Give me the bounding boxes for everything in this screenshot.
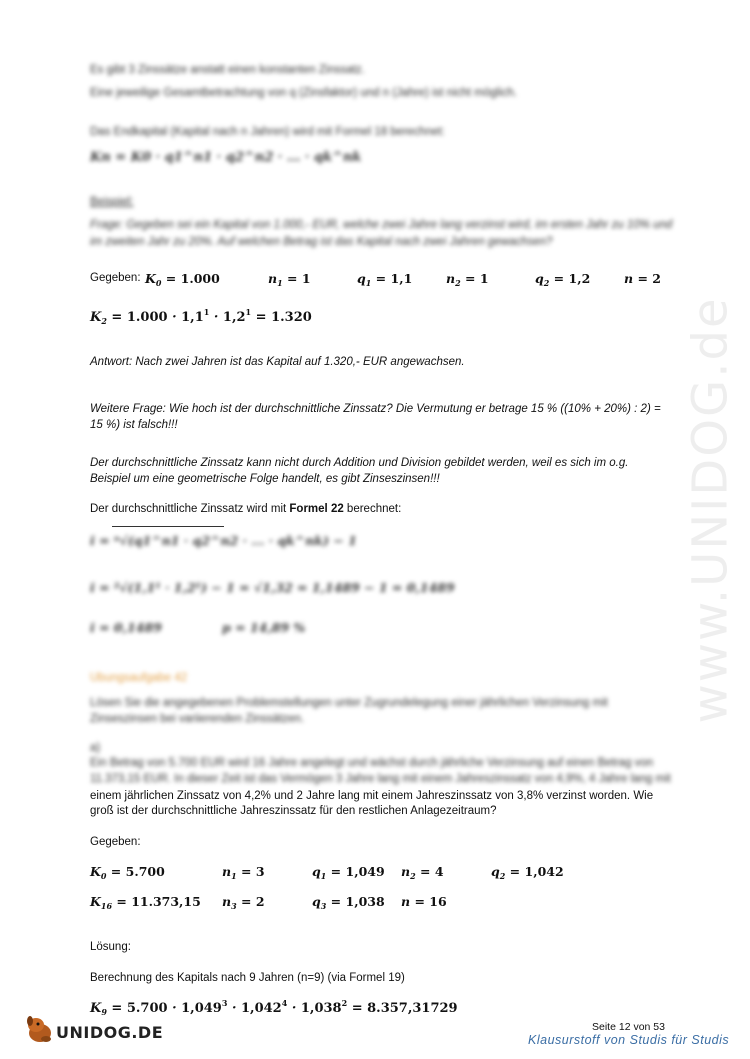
exercise-intro-1: Lösen Sie die angegebenen Problemstellungen unter Zugrundelegung einer jährlichen Verzinsung mit [90,697,608,709]
result-p: p = 14,89 % [222,620,306,635]
question-line-2: im zweiten Jahr zu 20%. Auf welchen Betrag ist das Kapital nach zwei Jahren gewachsen? [90,236,553,248]
exercise-part-a: a) [90,742,101,754]
formula-22: i = ⁿ√(q1^n1 · q2^n2 · ... · qk^nk) − 1 [90,533,357,548]
exercise-blur-1: Ein Betrag von 5.700 EUR wird 16 Jahre angelegt und wächst durch jährliche Verzinsung auf einen Betrag von [90,757,654,769]
exercise-k16: $K_{16} = 11.373,15$ [90,894,201,911]
answer-text: Antwort: Nach zwei Jahren ist das Kapital auf 1.320,- EUR angewachsen. [90,356,465,368]
exercise-line-3: einem jährlichen Zinssatz von 4,2% und 2 Jahre lang mit einem Jahreszinssatz von 3,8% verzinst worden. Wie [90,790,654,802]
exercise-q2: $q_2 = 1,042$ [491,864,564,881]
intro-line-2: Eine jeweilige Gesamtbetrachtung von q (Zinsfaktor) und n (Jahre) ist nicht möglich. [90,87,517,99]
explanation-line-1: Der durchschnittliche Zinssatz kann nicht durch Addition und Division gebildet werden, weil es sich im o.g. [90,457,629,469]
solution-label: Lösung: [90,941,131,953]
explanation-line-2: Beispiel um eine geometrische Folge handelt, es gibt Zinseszinsen!!! [90,473,440,485]
page-number: Seite 12 von 53 [592,1021,665,1033]
formula-18: Kn = K0 · q1^n1 · q2^n2 · ... · qk^nk [90,150,362,165]
question-line-1: Frage: Gegeben sei ein Kapital von 1.000,- EUR, welche zwei Jahre lang verzinst wird, im ersten Jahr zu 10% und [90,219,673,231]
intro-line-3: Das Endkapital (Kapital nach n Jahren) wird mit Formel 18 berechnet: [90,126,445,138]
further-question-line-1: Weitere Frage: Wie hoch ist der durchschnittliche Zinssatz? Die Vermutung er betrage 15 % ((10% + 20%) : 2) = [90,403,661,415]
k2-formula: $K_2 = 1.000 \cdot 1,1^1 \cdot 1,2^1 = 1.320$ [90,307,312,326]
given-q2: $q_2 = 1,2$ [535,271,591,288]
intro-line-1: Es gibt 3 Zinssätze anstatt einen konstanten Zinssatz. [90,64,365,76]
calc-label: Berechnung des Kapitals nach 9 Jahren (n=9) (via Formel 19) [90,972,405,984]
formula22-sentence: Der durchschnittliche Zinssatz wird mit Formel 22 berechnet: [90,503,402,515]
given-n: n = 2 [624,271,661,286]
k9-formula: $K_9 = 5.700 \cdot 1,049^3 \cdot 1,042^4 \cdot 1,038^2 = 8.357,31729$ [90,998,458,1017]
exercise-n2: $n_2 = 4$ [401,864,444,881]
root-bar [112,526,224,527]
given-n2: $n_2 = 1$ [446,271,489,288]
result-i: i = 0,1489 [90,620,162,635]
exercise-n3: $n_3 = 2$ [222,894,265,911]
footer-slogan: Klausurstoff von Studis für Studis [528,1033,730,1047]
exercise-blur-2: 11.373,15 EUR. In dieser Zeit ist das Vermögen 3 Jahre lang mit einem Jahreszinssatz von 4,9%, 4 Jahre lang mit [90,773,671,785]
exercise-given-label: Gegeben: [90,836,141,848]
exercise-n: n = 16 [401,894,447,909]
exercise-k0: $K_0 = 5.700$ [90,864,165,881]
exercise-line-4: groß ist der durchschnittliche Jahreszinssatz für den restlichen Anlagezeitraum? [90,805,497,817]
given-q1: $q_1 = 1,1$ [357,271,413,288]
further-question-line-2: 15 %) ist falsch!!! [90,419,178,431]
given-label: Gegeben: [90,272,141,284]
exercise-q1: $q_1 = 1,049$ [312,864,385,881]
exercise-q3: $q_3 = 1,038$ [312,894,385,911]
dog-icon [24,1013,60,1045]
exercise-intro-2: Zinseszinsen bei variierenden Zinssätzen. [90,713,305,725]
given-k0: $K_0 = 1.000$ [145,271,220,288]
watermark: www.UNIDOG.de [682,296,739,724]
formula-22-applied: i = ²√(1,1¹ · 1,2¹) − 1 = √1,32 = 1,1489 − 1 = 0,1489 [90,580,455,595]
given-n1: $n_1 = 1$ [268,271,311,288]
exercise-n1: $n_1 = 3$ [222,864,265,881]
unidog-logo: UNIDOG.DE [24,1013,154,1047]
beispiel-label: Beispiel: [90,196,134,208]
exercise-title: Übungsaufgabe 42 [90,672,188,684]
